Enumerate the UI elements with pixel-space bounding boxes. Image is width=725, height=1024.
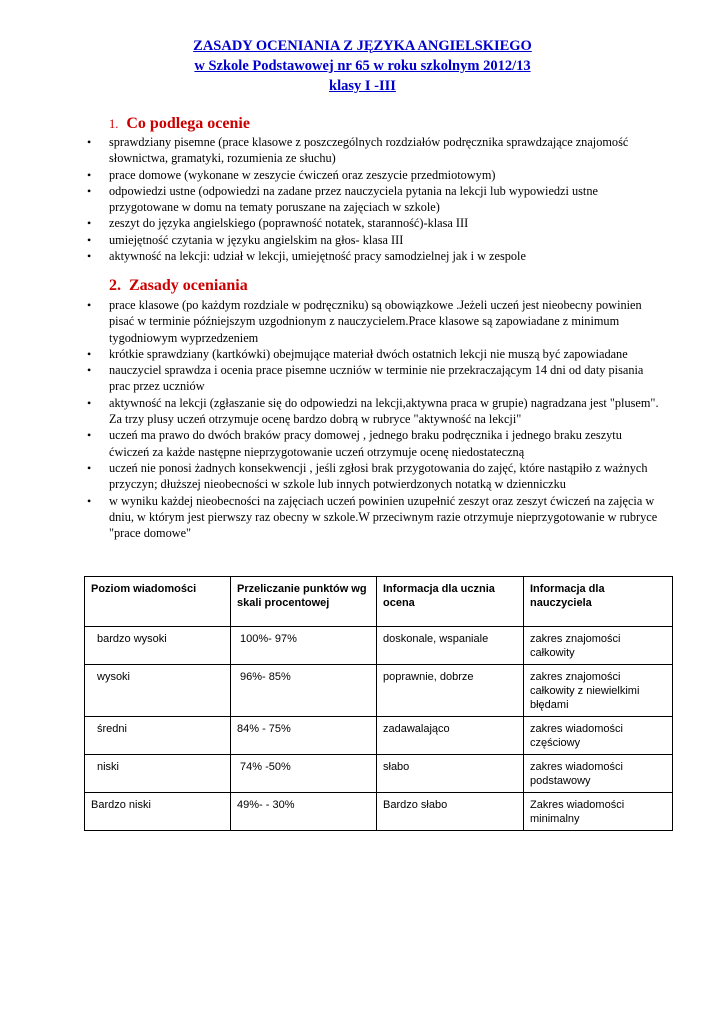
cell-percent: 96%- 85% xyxy=(231,665,377,717)
list-item: • aktywność na lekcji (zgłaszanie się do odpowiedzi na lekcji,aktywna praca w grupie) nagradzana jest "plusem". Za trzy plusy uczeń otrzymuje ocenę bardzo dobrą w rubryce "aktywność na lekcji" xyxy=(87,395,659,427)
cell-teacher-info: zakres wiadomości podstawowy xyxy=(524,755,673,793)
section-1-number: 1. xyxy=(109,117,119,131)
cell-level: wysoki xyxy=(85,665,231,717)
cell-teacher-info: Zakres wiadomości minimalny xyxy=(524,793,673,831)
list-item: • uczeń nie ponosi żadnych konsekwencji , jeśli zgłosi brak przygotowania do zajęć, które nastąpiło z ważnych przyczyn; dłuższej nieobecności w szkole lub innych potwierdzonych notatką w dzienniczku xyxy=(87,460,648,492)
cell-level: Bardzo niski xyxy=(85,793,231,831)
list-item: • aktywność na lekcji: udział w lekcji, umiejętność pracy samodzielnej jak i w zespole xyxy=(87,249,526,264)
grading-scale-table xyxy=(84,576,673,831)
bullet-icon: • xyxy=(87,216,92,231)
cell-student-info: Bardzo słabo xyxy=(377,793,524,831)
section-1-list xyxy=(0,134,659,264)
list-item: • odpowiedzi ustne (odpowiedzi na zadane przez nauczyciela pytania na lekcji lub wypowiedzi ustne przygotowane w domu na tematy poruszane na zajęciach w szkole) xyxy=(87,183,598,215)
table-row xyxy=(85,755,673,793)
cell-student-info: słabo xyxy=(377,755,524,793)
bullet-icon: • xyxy=(87,460,92,475)
bullet-icon: • xyxy=(87,167,92,182)
cell-teacher-info: zakres znajomości całkowity xyxy=(524,627,673,665)
table-row xyxy=(85,717,673,755)
bullet-icon: • xyxy=(87,135,92,149)
cell-level: niski xyxy=(85,755,231,793)
header-teacher-info: Informacja dla nauczyciela xyxy=(524,577,673,627)
table-row xyxy=(85,793,673,831)
table-row xyxy=(85,665,673,717)
bullet-icon: • xyxy=(87,346,92,361)
bullet-icon: • xyxy=(87,183,92,198)
bullet-icon: • xyxy=(87,395,92,410)
cell-level: bardzo wysoki xyxy=(85,627,231,665)
header-student-info: Informacja dla ucznia ocena xyxy=(377,577,524,627)
bullet-icon: • xyxy=(87,428,92,443)
header-percent-scale: Przeliczanie punktów wg skali procentowej xyxy=(231,577,377,627)
cell-percent: 84% - 75% xyxy=(231,717,377,755)
cell-level: średni xyxy=(85,717,231,755)
bullet-icon: • xyxy=(87,493,92,508)
section-2-list xyxy=(0,297,659,541)
document-title: ZASADY OCENIANIA Z JĘZYKA ANGIELSKIEGO xyxy=(193,38,532,54)
list-item: • krótkie sprawdziany (kartkówki) obejmujące materiał dwóch ostatnich lekcji nie muszą być zapowiadane xyxy=(87,346,628,361)
cell-percent: 49%- - 30% xyxy=(231,793,377,831)
bullet-icon: • xyxy=(87,249,92,264)
section-2-heading xyxy=(109,277,248,295)
cell-teacher-info: zakres wiadomości częściowy xyxy=(524,717,673,755)
table-header-row xyxy=(85,577,673,627)
document-subtitle: w Szkole Podstawowej nr 65 w roku szkolnym 2012/13 xyxy=(194,58,531,74)
list-item: • uczeń ma prawo do dwóch braków pracy domowej , jednego braku podręcznika i jednego braku zeszytu ćwiczeń za każde następne nieprzygotowanie uczeń otrzymuje ocenę niedostateczną xyxy=(87,428,622,459)
list-item: • w wyniku każdej nieobecności na zajęciach uczeń powinien uzupełnić zeszyt oraz zeszyt ćwiczeń na zajęcia w dniu, w którym jest pierwszy raz obecny w szkole.W przeciwnym razie otrzymuje nieprzygotowanie w rubryce "prace domowe" xyxy=(87,493,658,541)
cell-student-info: zadawalająco xyxy=(377,717,524,755)
table-row xyxy=(85,627,673,665)
section-1-heading xyxy=(109,115,250,133)
list-item: • umiejętność czytania w języku angielskim na głos- klasa III xyxy=(87,232,404,247)
document-class-range: klasy I -III xyxy=(329,78,396,94)
header-knowledge-level: Poziom wiadomości xyxy=(85,577,231,627)
list-item: • nauczyciel sprawdza i ocenia prace pisemne uczniów w terminie nie przekraczającym 14 dni od daty pisania prac przez uczniów xyxy=(87,363,644,394)
bullet-icon: • xyxy=(87,298,92,312)
list-item: • prace klasowe (po każdym rozdziale w podręczniku) są obowiązkowe .Jeżeli uczeń jest nieobecny powinien pisać w terminie późniejszym uzgodnionym z nauczycielem.Prace klasowe są zapowiadane z minimum tygodniowym wyprzedzeniem xyxy=(87,298,642,345)
cell-percent: 74% -50% xyxy=(231,755,377,793)
list-item: • sprawdziany pisemne (prace klasowe z poszczególnych rozdziałów podręcznika sprawdzające znajomość słownictwa, gramatyki, rozumienia ze słuchu) xyxy=(87,135,629,166)
section-2-title: Zasady oceniania xyxy=(129,277,248,294)
cell-student-info: doskonale, wspaniale xyxy=(377,627,524,665)
bullet-icon: • xyxy=(87,363,92,378)
cell-teacher-info: zakres znajomości całkowity z niewielkimi błędami xyxy=(524,665,673,717)
section-2-number: 2. xyxy=(109,277,121,294)
cell-percent: 100%- 97% xyxy=(231,627,377,665)
list-item: • zeszyt do języka angielskiego (poprawność notatek, staranność)-klasa III xyxy=(87,216,469,231)
section-1-title: Co podlega ocenie xyxy=(126,115,250,132)
bullet-icon: • xyxy=(87,232,92,247)
cell-student-info: poprawnie, dobrze xyxy=(377,665,524,717)
list-item: • prace domowe (wykonane w zeszycie ćwiczeń oraz zeszycie przedmiotowym) xyxy=(87,167,496,182)
